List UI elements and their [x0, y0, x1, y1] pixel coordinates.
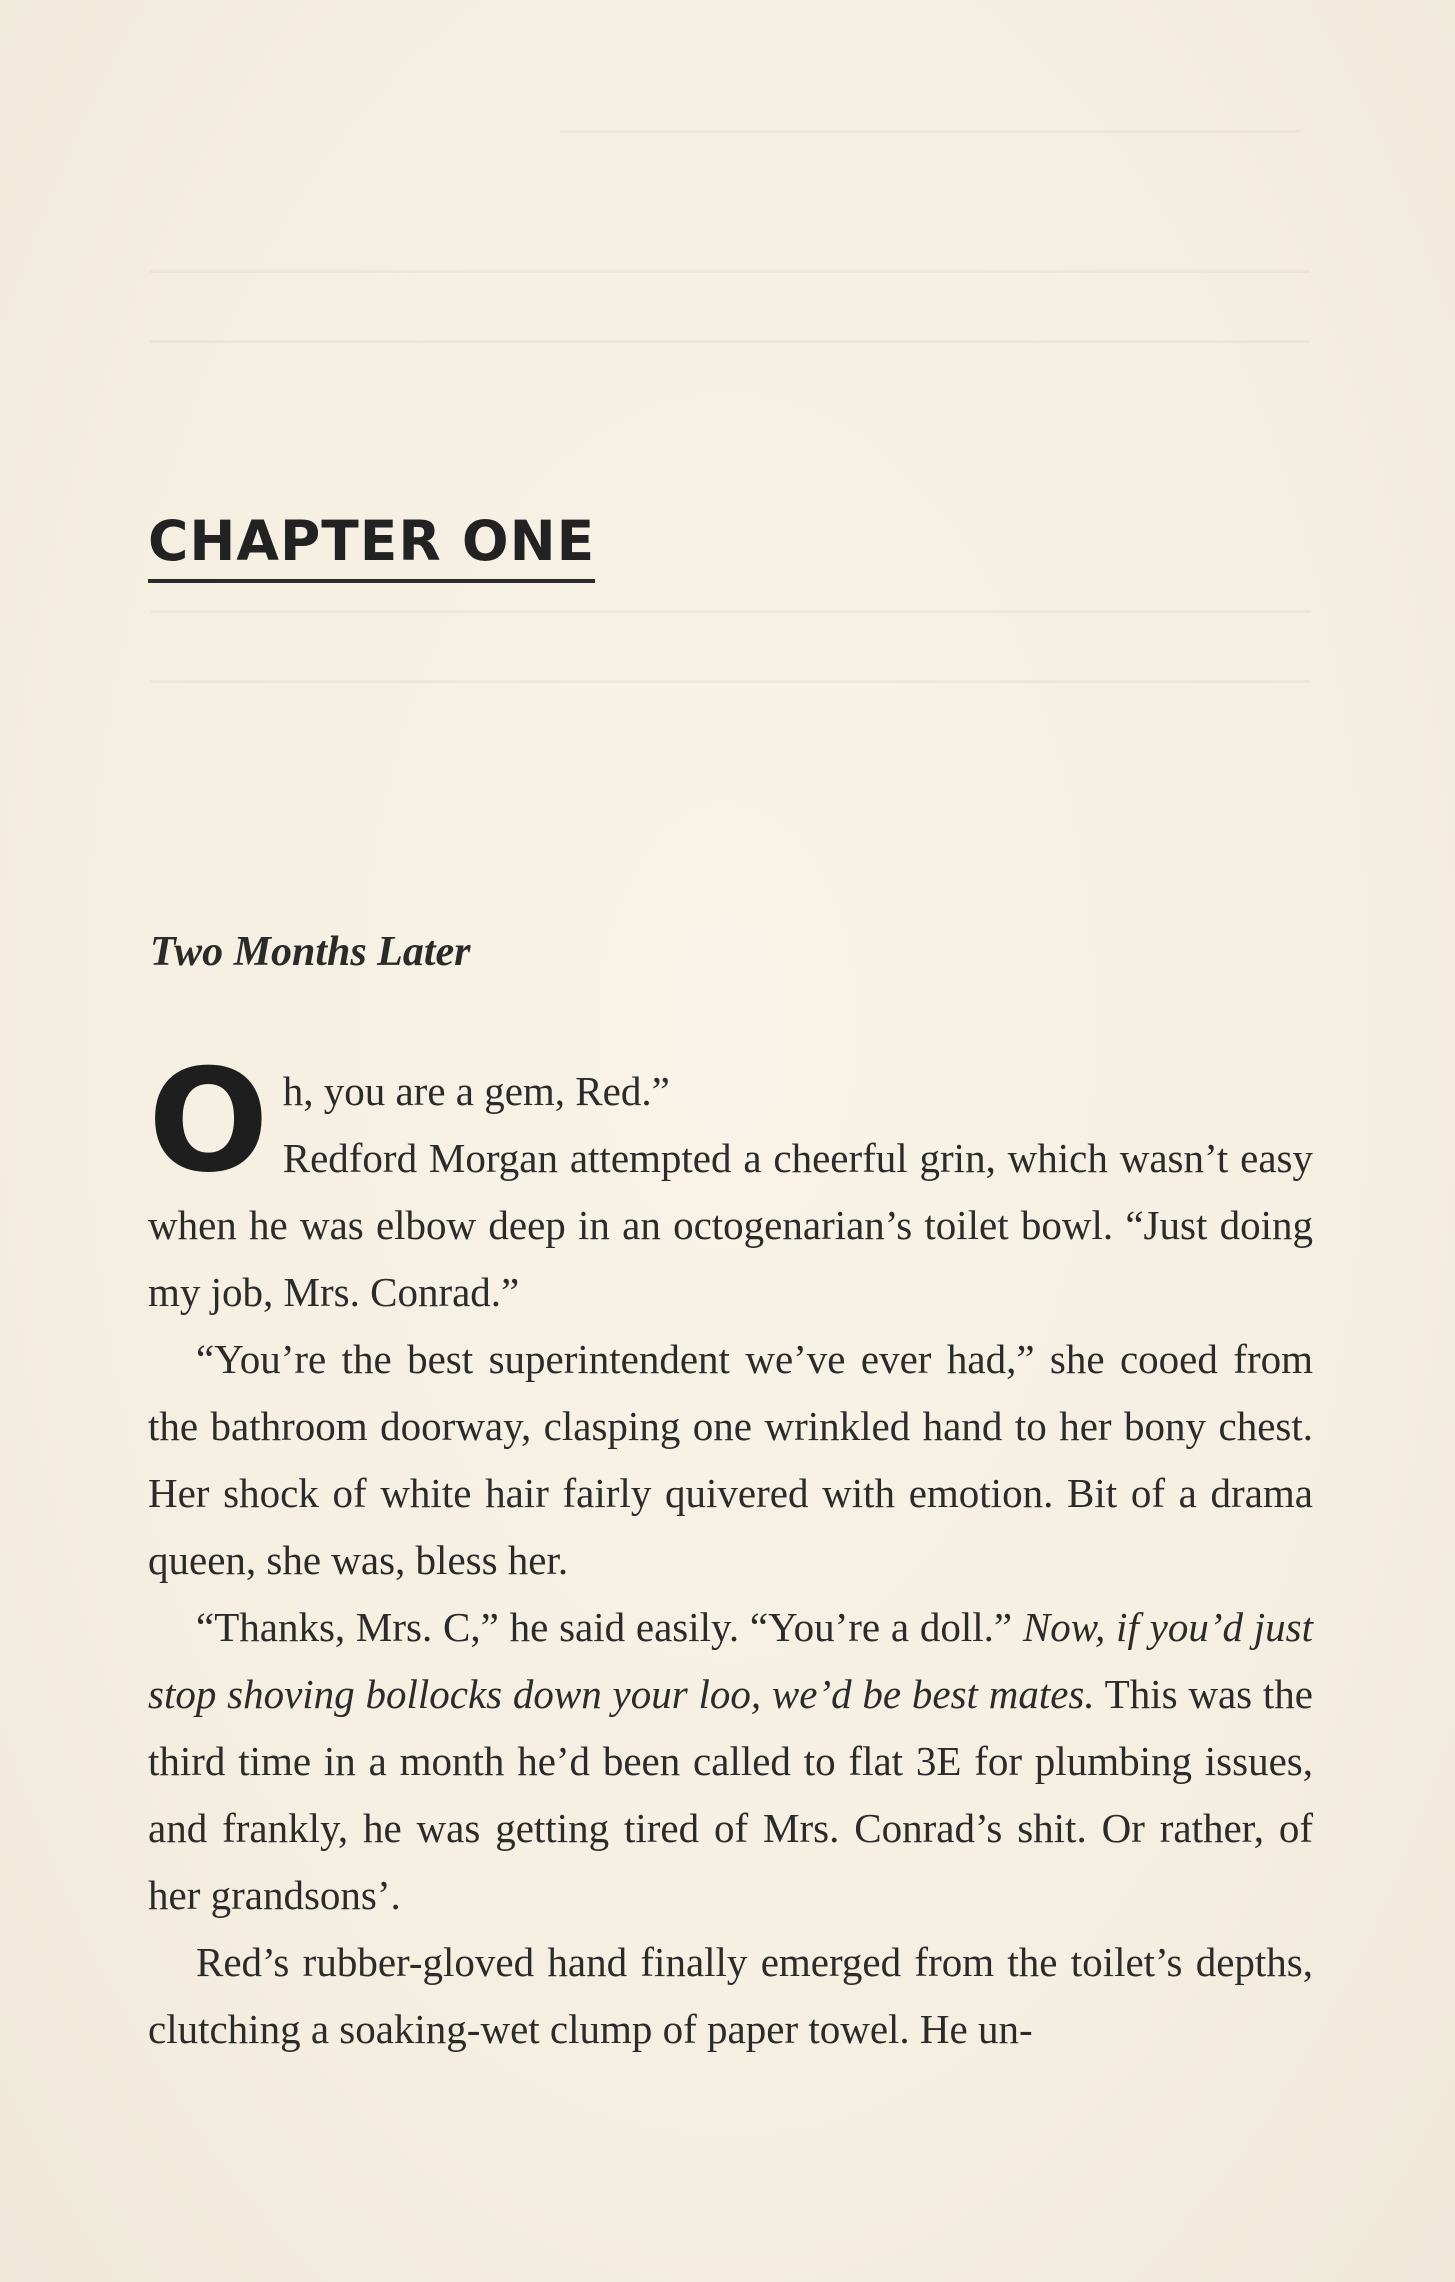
chapter-body: [148, 1039, 1313, 2063]
show-through-line: [150, 610, 1310, 613]
paragraph-3-after: This was the third time in a month he’d been called to flat 3E for plumbing issues, and frankly, he was getting tired of Mrs. Conrad’s shit. Or rather, of her grandsons’.: [148, 1671, 1313, 1918]
paragraph-3: [148, 1594, 1313, 1929]
paragraph-1: [148, 1039, 1313, 1326]
show-through-line: [560, 130, 1300, 133]
chapter-epigraph: Two Months Later: [150, 929, 471, 975]
chapter-heading: CHAPTER ONE: [148, 505, 595, 583]
paragraph-3-before: “Thanks, Mrs. C,” he said easily. “You’re a doll.”: [196, 1604, 1023, 1650]
show-through-line: [150, 270, 1310, 273]
paragraph-3-italic: Now, if you’d just stop shoving bollocks down your loo, we’d be best mates.: [148, 1604, 1313, 1717]
show-through-line: [150, 680, 1310, 683]
show-through-line: [150, 340, 1310, 343]
paragraph-1-first-line: h, you are a gem, Red.”: [282, 1068, 670, 1114]
paragraph-2: “You’re the best superintendent we’ve ever had,” she cooed from the bathroom doorway, clasping one wrinkled hand to her bony chest. Her shock of white hair fairly quivered with emotion. Bit of a drama queen, she was, bless her.: [148, 1336, 1313, 1583]
paragraph-4: Red’s rubber-gloved hand finally emerged from the toilet’s depths, clutching a soaking-wet clump of paper towel. He un-: [148, 1939, 1313, 2052]
drop-cap: O: [148, 1039, 269, 1204]
paragraph-1-rest: Redford Morgan attempted a cheerful grin, which wasn’t easy when he was elbow deep in an octogenarian’s toilet bowl. “Just doing my job, Mrs. Conrad.”: [148, 1135, 1313, 1315]
